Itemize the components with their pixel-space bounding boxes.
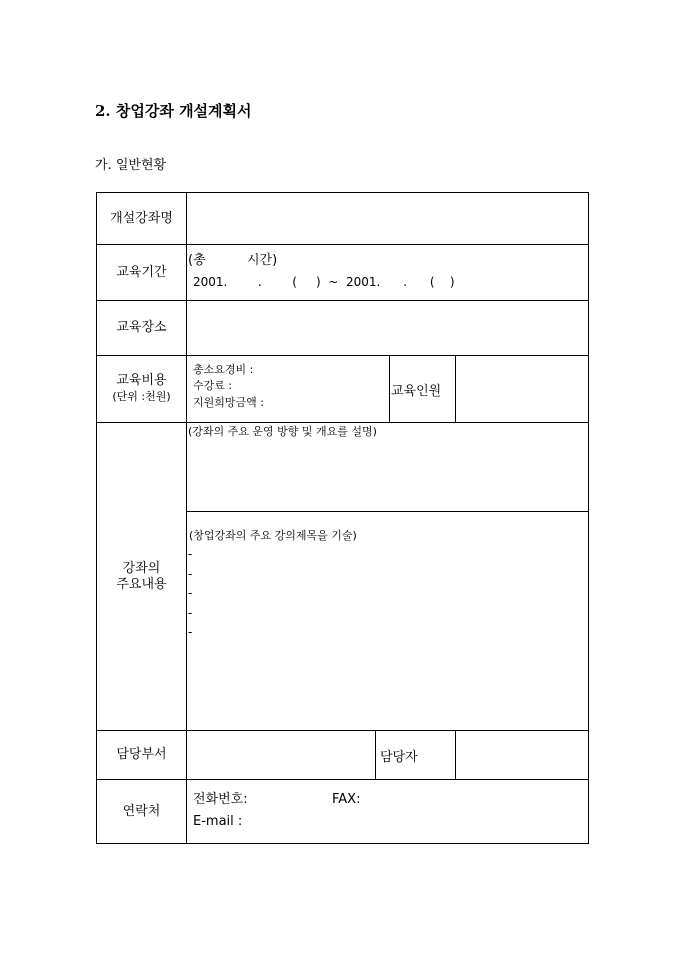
headcount-value-cell [455, 355, 589, 423]
course-name-value-cell [186, 192, 589, 245]
cost-detail-cell [186, 355, 390, 423]
cost-label: 교육비용 [116, 373, 167, 388]
overview-cell [186, 422, 589, 512]
period-label: 교육기간 [116, 264, 167, 280]
total-cost-label: 총소요경비 : [193, 363, 254, 376]
course-name-label: 개설강좌명 [110, 210, 173, 226]
fax-label: FAX: [332, 792, 361, 807]
phone-label: 전화번호: [193, 792, 248, 807]
contact-label: 연락처 [122, 803, 161, 819]
course-name-label-cell [96, 192, 187, 245]
location-label-cell [96, 300, 187, 356]
document-title: 2. 창업강좌 개설계획서 [95, 102, 252, 120]
content-label-line-1: 강좌의 [122, 560, 161, 576]
period-value-cell [186, 244, 589, 301]
period-label-cell [96, 244, 187, 301]
overview-hint: (강좌의 주요 운영 방향 및 개요를 설명) [188, 425, 377, 438]
lecture-title-bullet: - [188, 547, 193, 561]
lecture-titles-cell [186, 511, 589, 731]
location-value-cell [186, 300, 589, 356]
lecture-title-bullet: - [188, 625, 193, 639]
lecture-title-bullet: - [188, 566, 193, 581]
total-hours-text: (총 시간) [188, 253, 278, 268]
department-label: 담당부서 [116, 747, 167, 762]
department-label-cell [96, 730, 187, 780]
headcount-label-cell [389, 355, 456, 423]
tuition-label: 수강료 : [193, 379, 233, 392]
date-range-text: 2001. . ( ) ~ 2001. . ( ) [193, 275, 455, 289]
lecture-titles-hint: (창업강좌의 주요 강의제목을 기술) [189, 529, 357, 542]
manager-value-cell [455, 730, 589, 780]
lecture-title-bullet: - [188, 586, 193, 600]
manager-label: 담당자 [380, 749, 418, 765]
contact-value-cell [186, 779, 589, 844]
department-value-cell [186, 730, 376, 780]
content-label-line-2: 주요내용 [116, 576, 167, 592]
lecture-title-bullet: - [188, 605, 193, 620]
cost-label-cell [96, 355, 187, 423]
email-label: E-mail : [193, 814, 243, 829]
requested-support-label: 지원희망금액 : [193, 396, 264, 409]
section-heading: 가. 일반현황 [95, 158, 167, 173]
manager-label-cell [375, 730, 456, 780]
location-label: 교육장소 [116, 320, 167, 335]
content-label-cell [96, 422, 187, 731]
contact-label-cell [96, 779, 187, 844]
headcount-label: 교육인원 [391, 383, 442, 399]
cost-unit-note: (단위 :천원) [112, 390, 171, 403]
